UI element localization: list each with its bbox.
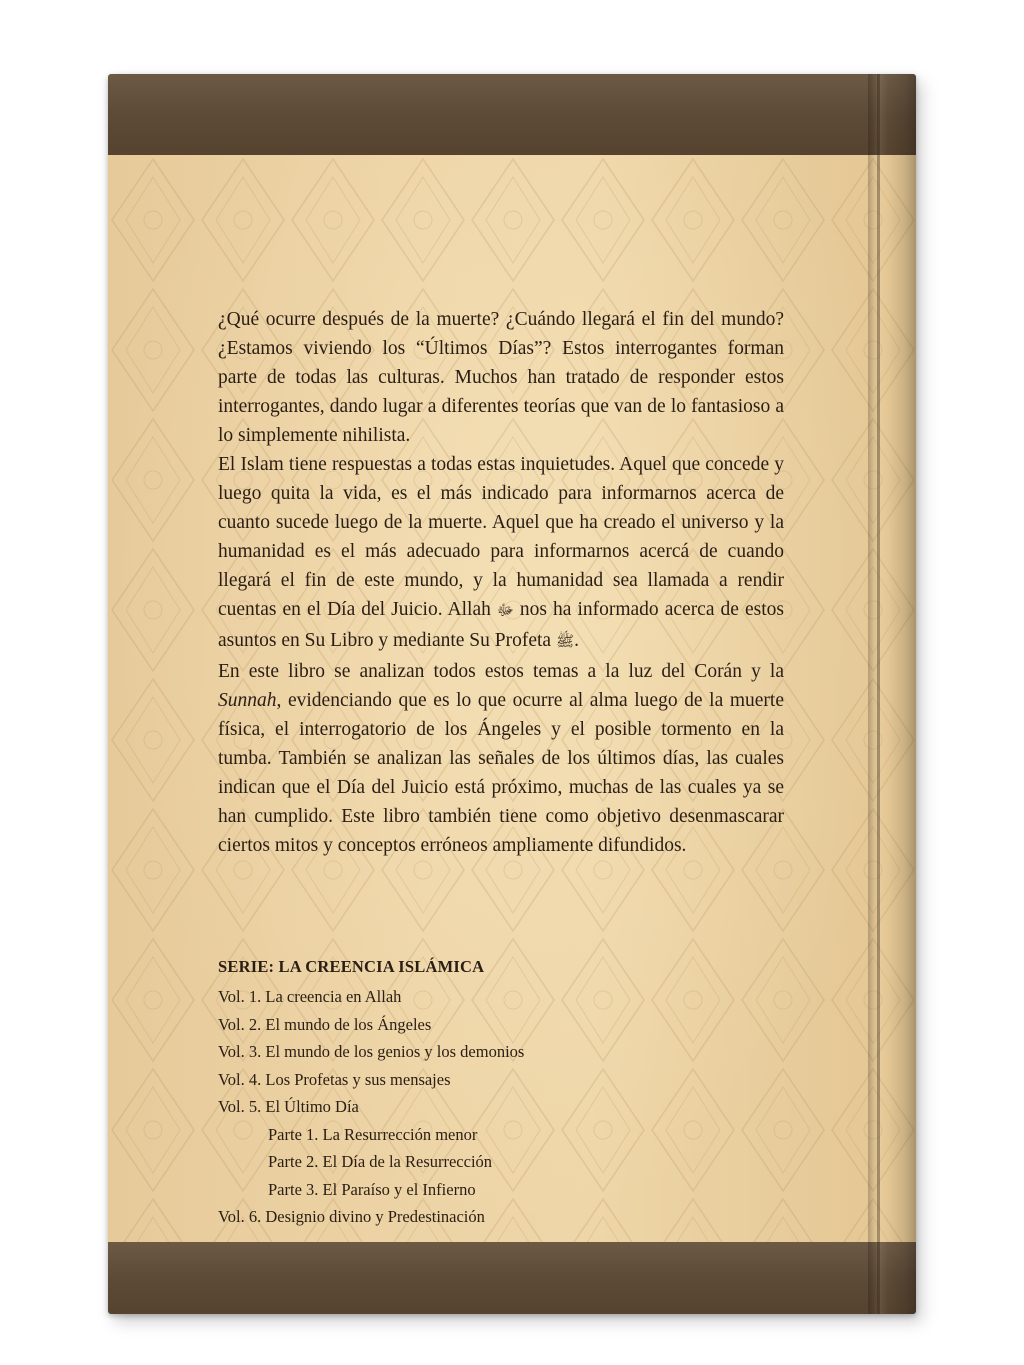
- series-item: Vol. 4. Los Profetas y sus mensajes: [218, 1069, 451, 1089]
- description-paragraph-1: ¿Qué ocurre después de la muerte? ¿Cuándo llegará el fin del mundo? ¿Estamos viviendo los “Últimos Días”? Estos interrogantes forman parte de todas las culturas. Muchos han tratado de responder estos interrogantes, dando lugar a diferentes teorías que van de lo fantasioso a lo simplemente nihilista.: [218, 309, 784, 446]
- sunnah-italic: Sunnah: [218, 690, 277, 711]
- series-subitem: Parte 2. El Día de la Resurrección: [268, 1152, 493, 1171]
- paragraph-2-text-c: .: [574, 630, 579, 651]
- paragraph-2-text-a: El Islam tiene respuestas a todas estas inquietudes. Aquel que concede y luego quita la vida, es el más indicado para informarnos acerca de cuanto sucede luego de la muerte. Aquel que ha creado el universo y la humanidad es el más adecuado para informarnos acercá de cuando llegará el fin de este mundo, y la humanidad sea llamada a rendir cuentas en el Día del Juicio. Allah: [218, 454, 784, 620]
- description-paragraph-2: [218, 450, 784, 657]
- series-item: Vol. 3. El mundo de los genios y los demonios: [218, 1042, 525, 1061]
- description: [218, 305, 784, 860]
- allah-honorific-glyph: ﷻ: [496, 603, 514, 619]
- spine-groove: [877, 74, 880, 1314]
- paragraph-3-text-b: , evidenciando que es lo que ocurre al alma luego de la muerte física, el interrogatorio de los Ángeles y el posible tormento en la tumba. También se analizan las señales de los últimos días, las cuales indican que el Día del Juicio está próximo, muchas de las cuales ya se han cumplido. Este libro también tiene como objetivo desenmascarar ciertos mitos y conceptos erróneos ampliamente difundidos.: [218, 690, 784, 856]
- series-list: [218, 957, 778, 1231]
- series-item: Vol. 5. El Último Día: [218, 1097, 359, 1116]
- bottom-cloth-band: [108, 1242, 916, 1314]
- series-item: Vol. 2. El mundo de los Ángeles: [218, 1014, 432, 1034]
- top-cloth-band: [108, 74, 916, 155]
- series-subitem: Parte 3. El Paraíso y el Infierno: [268, 1179, 476, 1199]
- cover-paper: [108, 155, 916, 1242]
- series-item: Vol. 6. Designio divino y Predestinación: [218, 1207, 485, 1226]
- series-subitem: Parte 1. La Resurrección menor: [268, 1124, 478, 1144]
- prophet-honorific-glyph: ﷺ: [555, 634, 575, 650]
- paragraph-3-text-a: En este libro se analizan todos estos temas a la luz del Corán y la: [218, 661, 784, 682]
- paragraph-2-text-b: nos ha informado acerca de estos asuntos en Su Libro y mediante Su Profeta: [218, 599, 784, 651]
- description-paragraph-3: [218, 657, 784, 860]
- series-title: SERIE: LA CREENCIA ISLÁMICA: [218, 957, 485, 976]
- book-back-cover: [108, 74, 916, 1314]
- series-item: Vol. 1. La creencia en Allah: [218, 987, 402, 1006]
